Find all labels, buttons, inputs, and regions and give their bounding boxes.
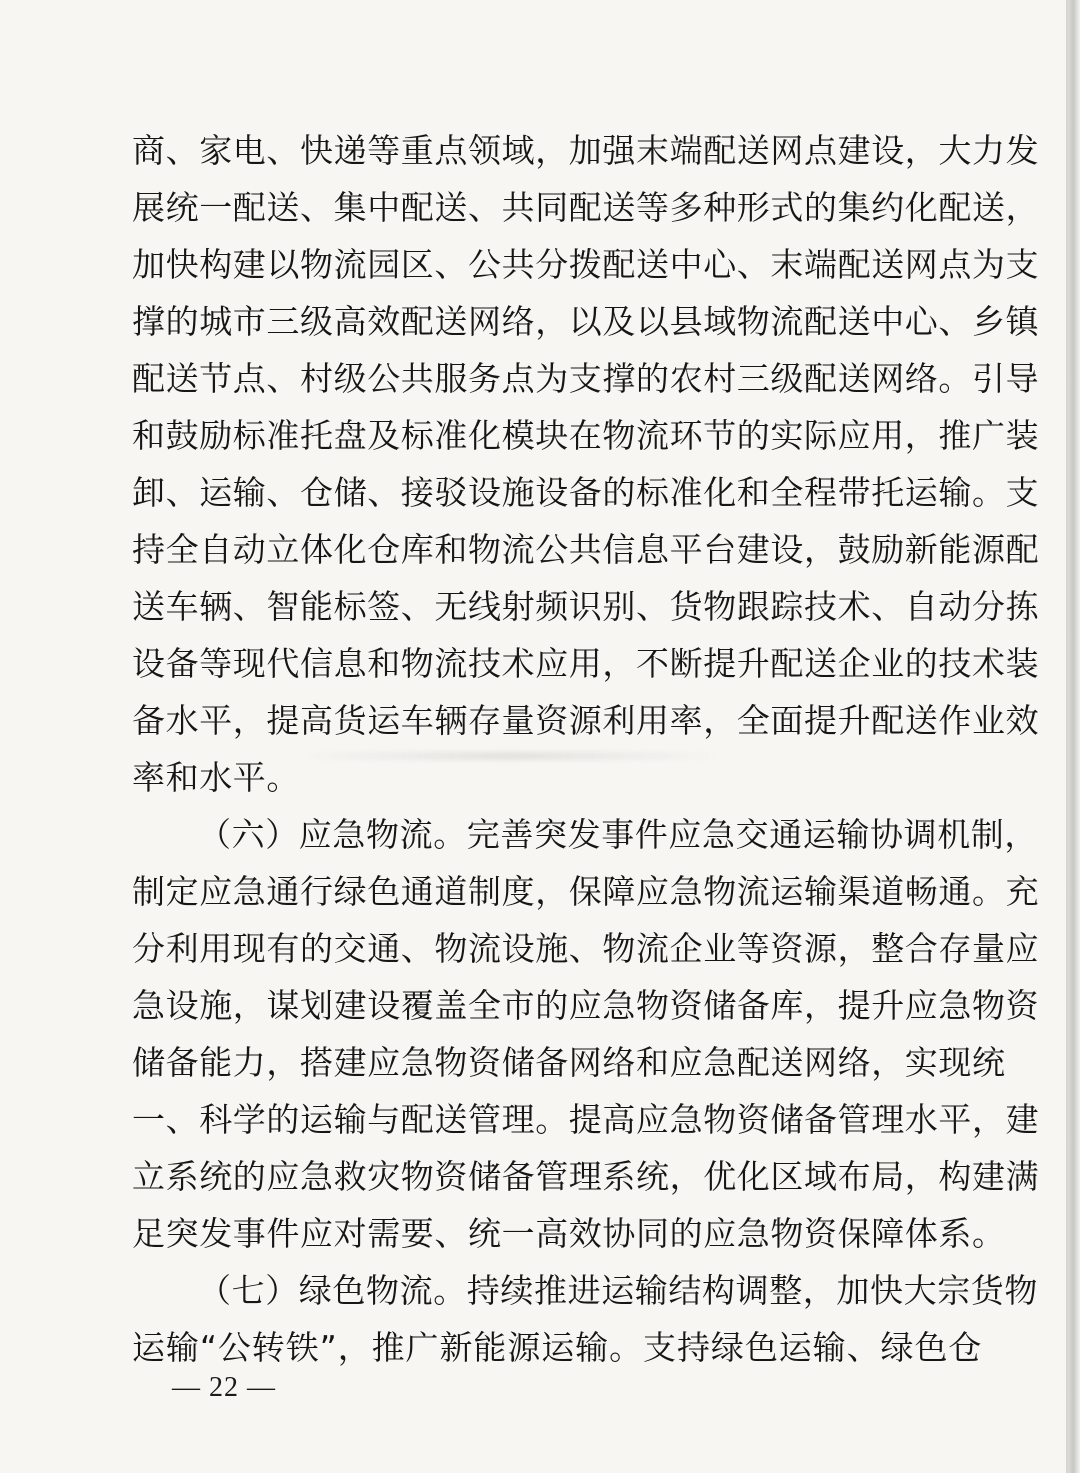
text-line: 商、家电、快递等重点领域，加强末端配送网点建设，大力发 xyxy=(132,131,1040,170)
text-line: 足突发事件应对需要、统一高效协同的应急物资保障体系。 xyxy=(132,1214,1006,1253)
text-line: 设备等现代信息和物流技术应用，不断提升配送企业的技术装 xyxy=(132,644,1040,683)
text-line: 一、科学的运输与配送管理。提高应急物资储备管理水平，建 xyxy=(132,1100,1040,1139)
text-line: 配送节点、村级公共服务点为支撑的农村三级配送网络。引导 xyxy=(132,359,1040,398)
text-line: 储备能力，搭建应急物资储备网络和应急配送网络，实现统 xyxy=(132,1043,1006,1082)
page-edge xyxy=(1068,0,1080,1473)
text-line: 运输“公转铁”，推广新能源运输。支持绿色运输、绿色仓 xyxy=(132,1328,982,1367)
text-line: 展统一配送、集中配送、共同配送等多种形式的集约化配送， xyxy=(132,188,1040,227)
page-number: — 22 — xyxy=(172,1372,276,1403)
text-line: 和鼓励标准托盘及标准化模块在物流环节的实际应用，推广装 xyxy=(132,416,1040,455)
section-heading-line: （六）应急物流。完善突发事件应急交通运输协调机制， xyxy=(198,815,1038,854)
text-line: 分利用现有的交通、物流设施、物流企业等资源，整合存量应 xyxy=(132,929,1040,968)
text-line: 备水平，提高货运车辆存量资源利用率，全面提升配送作业效 xyxy=(132,701,1040,740)
text-line: 持全自动立体化仓库和物流公共信息平台建设，鼓励新能源配 xyxy=(132,530,1040,569)
text-line: 制定应急通行绿色通道制度，保障应急物流运输渠道畅通。充 xyxy=(132,872,1040,911)
body-text xyxy=(132,122,1040,1376)
text-line: 送车辆、智能标签、无线射频识别、货物跟踪技术、自动分拣 xyxy=(132,587,1040,626)
section-heading-line: （七）绿色物流。持续推进运输结构调整，加快大宗货物 xyxy=(198,1271,1038,1310)
text-line: 率和水平。 xyxy=(132,758,300,797)
text-line: 加快构建以物流园区、公共分拨配送中心、末端配送网点为支 xyxy=(132,245,1040,284)
text-line: 急设施，谋划建设覆盖全市的应急物资储备库，提升应急物资 xyxy=(132,986,1040,1025)
text-line: 撑的城市三级高效配送网络，以及以县域物流配送中心、乡镇 xyxy=(132,302,1040,341)
text-line: 卸、运输、仓储、接驳设施设备的标准化和全程带托运输。支 xyxy=(132,473,1040,512)
text-line: 立系统的应急救灾物资储备管理系统，优化区域布局，构建满 xyxy=(132,1157,1040,1196)
